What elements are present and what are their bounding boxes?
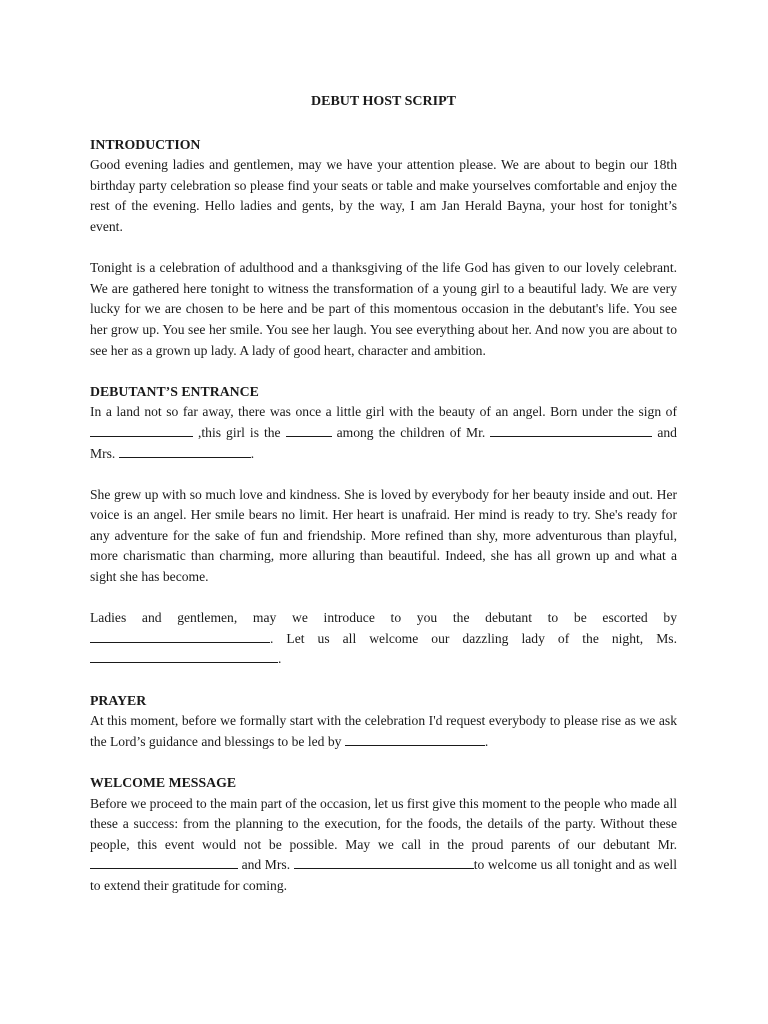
sign-blank bbox=[90, 423, 193, 437]
prayer-leader-blank bbox=[345, 732, 485, 746]
introduction-heading: INTRODUCTION bbox=[90, 136, 201, 152]
introduction-paragraph-2: Tonight is a celebration of adulthood and a thanksgiving of the life God has given to our lovely celebrant. We are gathered here tonight to witness the transformation of a young girl to a beautiful lady. We are very lucky for we are chosen to be here and be part of this momentous occasion in the debutant's life. You see her grow up. You see her smile. You see her laugh. You see everything about her. And now you are about to see her as a grown up lady. A lady of good heart, character and ambition. bbox=[90, 260, 677, 358]
entrance-heading: DEBUTANT’S ENTRANCE bbox=[90, 383, 259, 399]
birth-order-blank bbox=[286, 423, 332, 437]
document-title: DEBUT HOST SCRIPT bbox=[311, 94, 456, 109]
parent-father-blank bbox=[90, 855, 238, 869]
introduction-paragraph-1: Good evening ladies and gentlemen, may we have your attention please. We are about to begin our 18th birthday party celebration so please find your seats or table and make yourselves comfortable and enjoy the rest of the evening. Hello ladies and gents, by the way, I am Jan Herald Bayna, your host for tonight’s event. bbox=[90, 157, 677, 234]
welcome-paragraph: Before we proceed to the main part of the occasion, let us first give this moment to the people who made all these a success: from the planning to the execution, for the foods, the details of the party. Without these people, this event would not be possible. May we call in the proud parents of our debutant Mr. and Mrs. to welcome us all tonight and as well to extend their gratitude for coming. bbox=[90, 795, 677, 893]
welcome-heading: WELCOME MESSAGE bbox=[90, 775, 237, 790]
father-name-blank bbox=[490, 423, 652, 437]
entrance-paragraph-3: Ladies and gentlemen, may we introduce to you the debutant to be escorted by . Let us all welcome our dazzling lady of the night, Ms. . bbox=[90, 610, 677, 667]
document-page bbox=[90, 92, 677, 897]
entrance-paragraph-2: She grew up with so much love and kindness. She is loved by everybody for her beauty inside and out. Her voice is an angel. Her smile bears no limit. Her heart is unafraid. Her mind is ready to try. She's ready for any adventure for the sake of fun and friendship. More refined than shy, more adventurous than playful, more charismatic than charming, more alluring than beautiful. Indeed, she has all grown up and what a sight she has become. bbox=[90, 486, 677, 585]
escort-name-blank bbox=[90, 629, 270, 643]
entrance-paragraph-1: In a land not so far away, there was once a little girl with the beauty of an angel. Born under the sign of ,this girl is the among the children of Mr. and Mrs. . bbox=[90, 404, 677, 461]
prayer-paragraph: At this moment, before we formally start with the celebration I'd request everybody to please rise as we ask the Lord’s guidance and blessings to be led by . bbox=[90, 713, 677, 749]
prayer-heading: PRAYER bbox=[90, 692, 147, 708]
debutant-name-blank bbox=[90, 649, 278, 663]
mother-name-blank bbox=[119, 444, 251, 458]
parent-mother-blank bbox=[294, 855, 474, 869]
